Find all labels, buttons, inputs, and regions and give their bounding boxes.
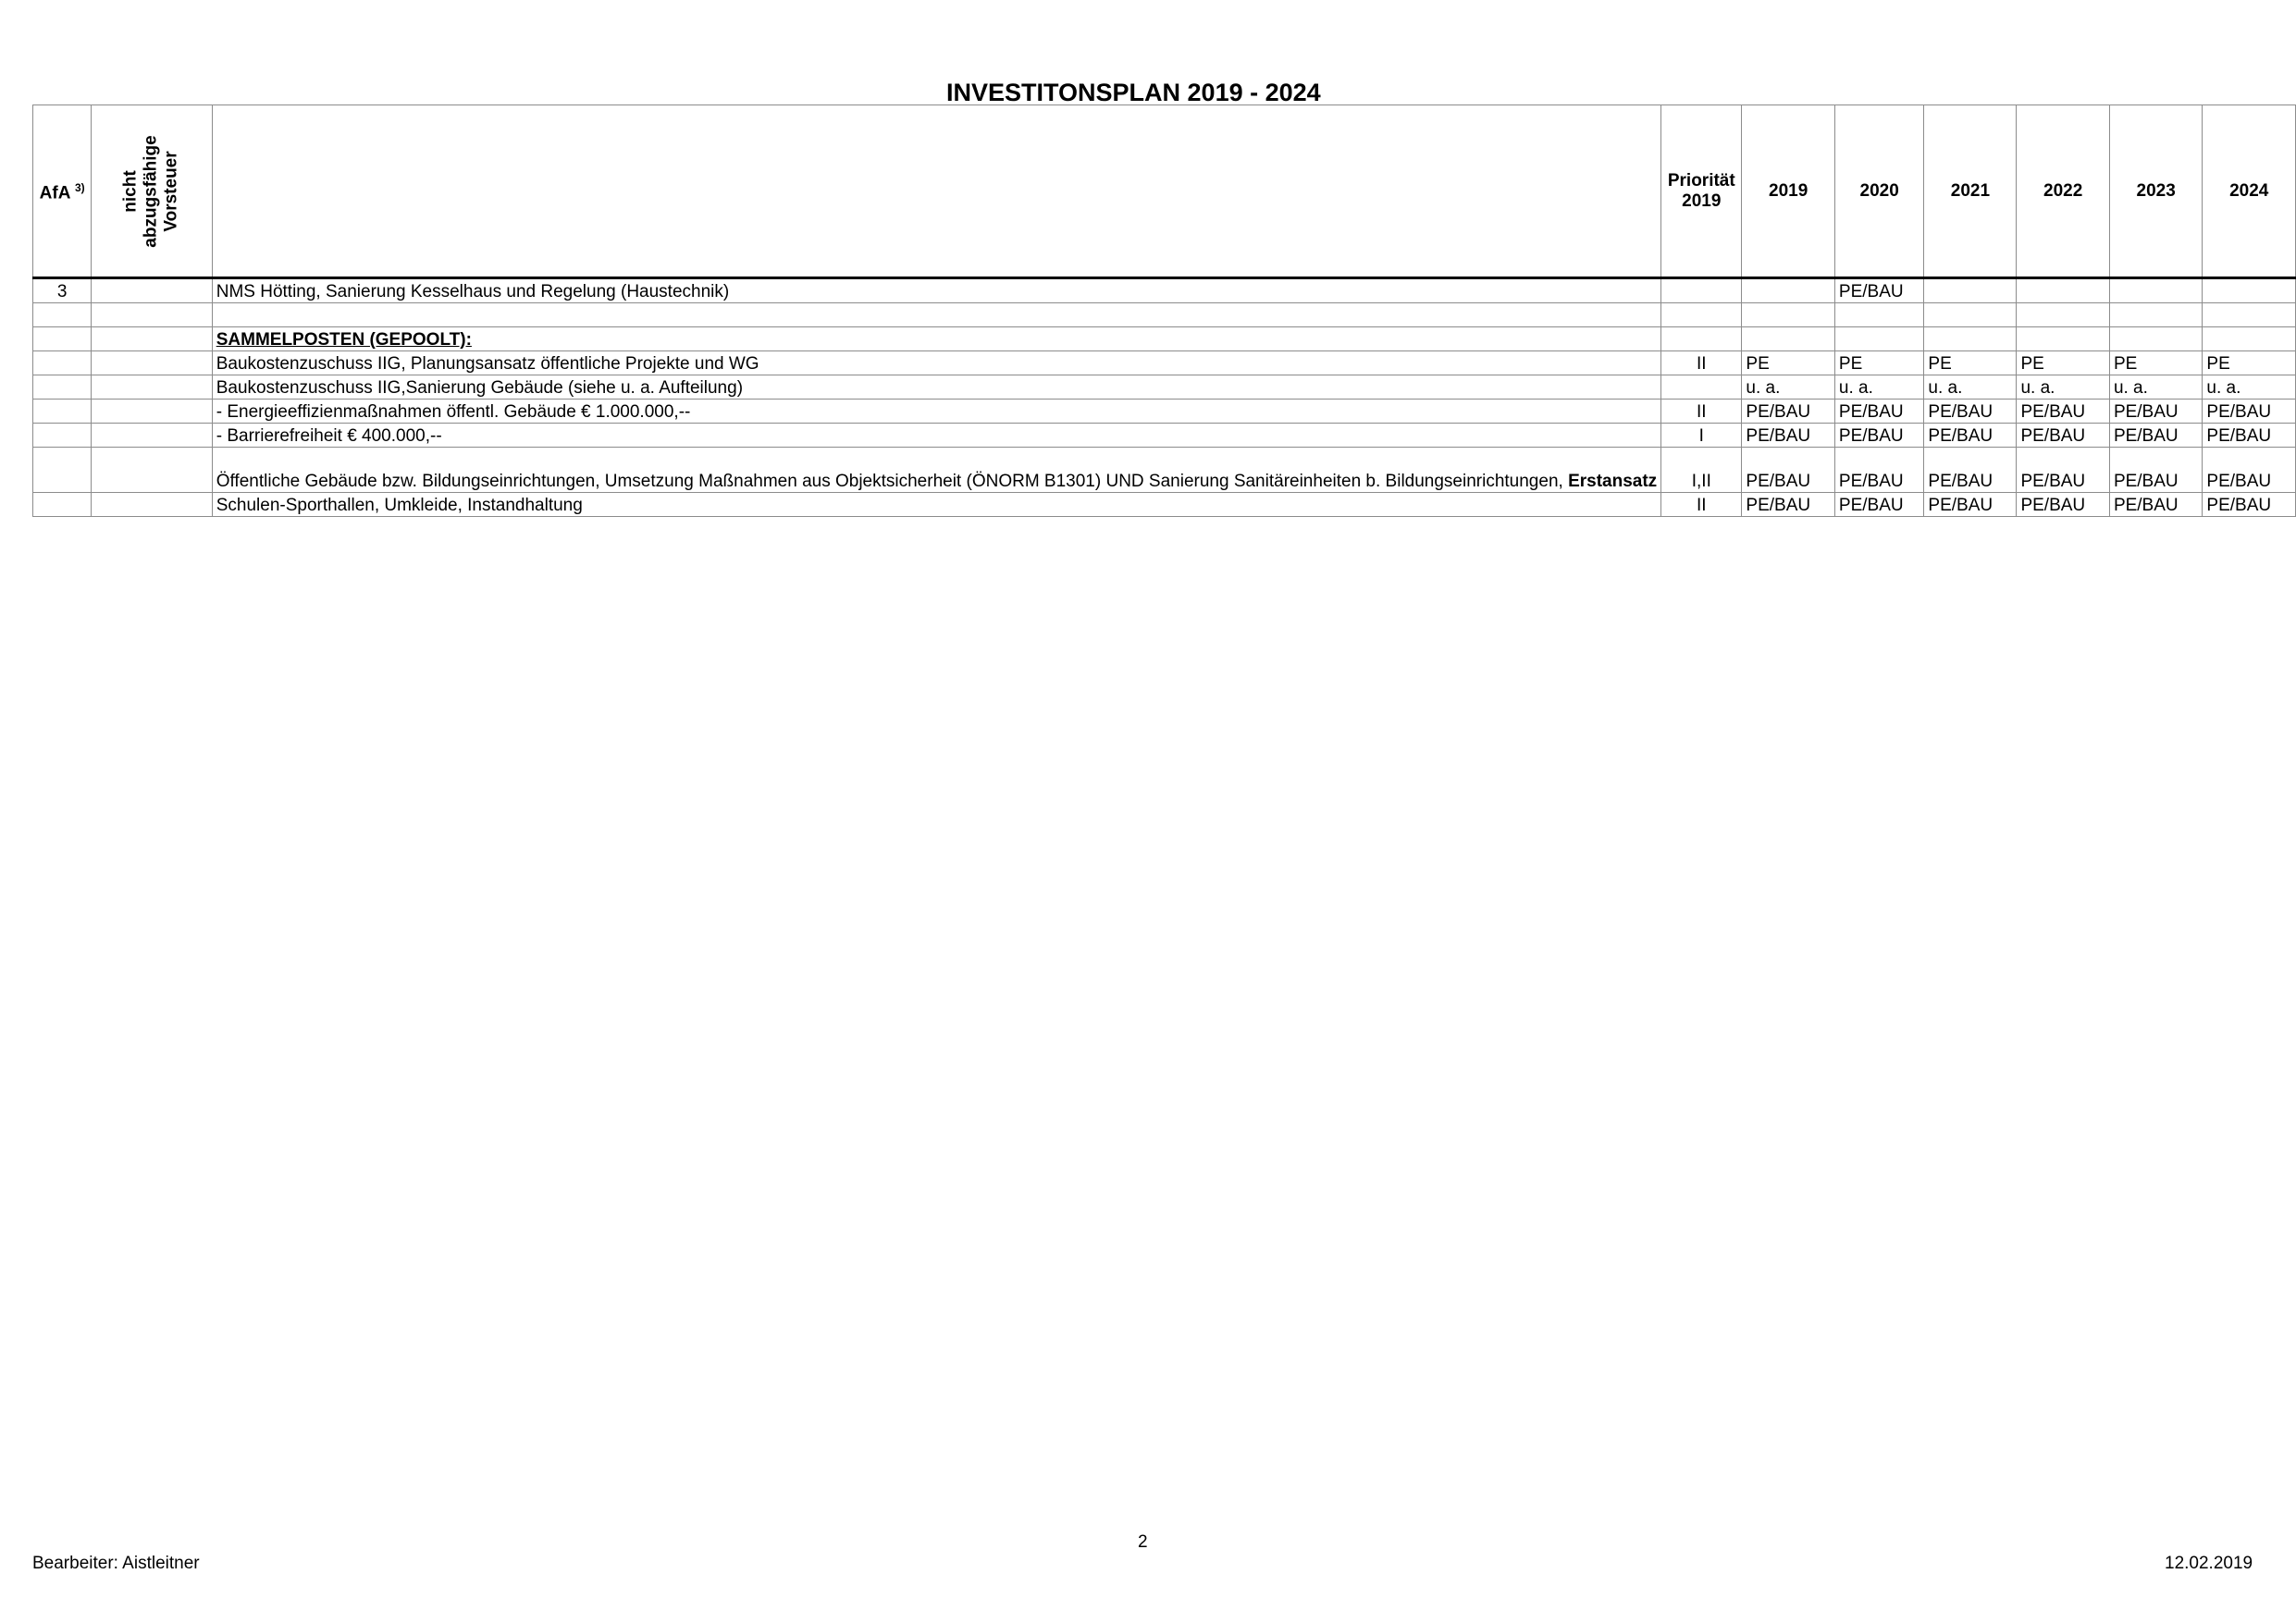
table-row	[33, 448, 2296, 493]
description-bold-text: Erstansatz	[1568, 472, 1658, 491]
cell-prioritaet	[1661, 375, 1742, 400]
table-row	[33, 351, 2296, 375]
header-year-2021: 2021	[1924, 105, 2017, 278]
cell-2024: u. a.	[2203, 375, 2296, 400]
cell-vorsteuer	[92, 303, 212, 327]
cell-afa	[33, 424, 92, 448]
cell-afa	[33, 400, 92, 424]
table-row	[33, 278, 2296, 303]
cell-2020: PE/BAU	[1834, 424, 1924, 448]
section-heading: SAMMELPOSTEN (GEPOOLT):	[216, 330, 472, 350]
cell-prioritaet: II	[1661, 493, 1742, 517]
cell-vorsteuer	[92, 493, 212, 517]
cell-2024: PE/BAU	[2203, 493, 2296, 517]
cell-2020: PE/BAU	[1834, 493, 1924, 517]
cell-vorsteuer	[92, 448, 212, 493]
cell-2022: PE	[2017, 351, 2109, 375]
editor-label: Bearbeiter: Aistleitner	[32, 1554, 200, 1573]
cell-afa	[33, 493, 92, 517]
cell-prioritaet: I	[1661, 424, 1742, 448]
cell-2021: PE/BAU	[1924, 424, 2017, 448]
cell-2023	[2109, 327, 2202, 351]
cell-2019: u. a.	[1742, 375, 1834, 400]
cell-2020: PE/BAU	[1834, 400, 1924, 424]
header-year-2024: 2024	[2203, 105, 2296, 278]
cell-2019	[1742, 303, 1834, 327]
cell-2020	[1834, 327, 1924, 351]
cell-2023: PE/BAU	[2109, 448, 2202, 493]
table-row	[33, 327, 2296, 351]
cell-2022: PE/BAU	[2017, 448, 2109, 493]
cell-description: Baukostenzuschuss IIG,Sanierung Gebäude (siehe u. a. Aufteilung)	[212, 375, 1660, 400]
header-year-2022: 2022	[2017, 105, 2109, 278]
cell-afa	[33, 303, 92, 327]
header-row	[33, 105, 2296, 278]
cell-afa	[33, 375, 92, 400]
cell-afa	[33, 327, 92, 351]
cell-2020: PE	[1834, 351, 1924, 375]
header-year-2020: 2020	[1834, 105, 1924, 278]
cell-2023: PE/BAU	[2109, 424, 2202, 448]
cell-description	[212, 448, 1660, 493]
cell-2022	[2017, 327, 2109, 351]
cell-2023: PE/BAU	[2109, 493, 2202, 517]
cell-2022	[2017, 278, 2109, 303]
header-vorsteuer: nicht abzugsfähige Vorsteuer	[92, 105, 212, 278]
cell-prioritaet	[1661, 278, 1742, 303]
cell-2022: PE/BAU	[2017, 493, 2109, 517]
cell-2021: PE/BAU	[1924, 400, 2017, 424]
cell-description	[212, 303, 1660, 327]
cell-prioritaet: I,II	[1661, 448, 1742, 493]
cell-2023	[2109, 303, 2202, 327]
header-year-2023: 2023	[2109, 105, 2202, 278]
table-row	[33, 303, 2296, 327]
cell-2024: PE/BAU	[2203, 448, 2296, 493]
cell-2019	[1742, 327, 1834, 351]
cell-description: - Energieeffizienmaßnahmen öffentl. Gebäude € 1.000.000,--	[212, 400, 1660, 424]
cell-2019: PE	[1742, 351, 1834, 375]
investment-plan-table	[32, 105, 2296, 517]
cell-description: Schulen-Sporthallen, Umkleide, Instandhaltung	[212, 493, 1660, 517]
cell-2020	[1834, 303, 1924, 327]
cell-2024	[2203, 278, 2296, 303]
cell-2019: PE/BAU	[1742, 448, 1834, 493]
page-title: INVESTITONSPLAN 2019 - 2024	[946, 79, 1321, 106]
cell-vorsteuer	[92, 278, 212, 303]
cell-vorsteuer	[92, 424, 212, 448]
cell-2019: PE/BAU	[1742, 424, 1834, 448]
cell-afa	[33, 448, 92, 493]
cell-vorsteuer	[92, 400, 212, 424]
cell-2021	[1924, 278, 2017, 303]
cell-2019: PE/BAU	[1742, 493, 1834, 517]
cell-2019: PE/BAU	[1742, 400, 1834, 424]
cell-2023	[2109, 278, 2202, 303]
cell-prioritaet: II	[1661, 351, 1742, 375]
cell-prioritaet	[1661, 303, 1742, 327]
cell-2022: PE/BAU	[2017, 400, 2109, 424]
cell-2022: PE/BAU	[2017, 424, 2109, 448]
cell-description	[212, 327, 1660, 351]
header-description	[212, 105, 1660, 278]
header-year-2019: 2019	[1742, 105, 1834, 278]
cell-prioritaet	[1661, 327, 1742, 351]
cell-2021: PE/BAU	[1924, 493, 2017, 517]
cell-2021: PE/BAU	[1924, 448, 2017, 493]
table-row	[33, 493, 2296, 517]
cell-2020: PE/BAU	[1834, 448, 1924, 493]
cell-vorsteuer	[92, 375, 212, 400]
cell-vorsteuer	[92, 327, 212, 351]
page-number: 2	[1138, 1532, 1148, 1552]
table-row	[33, 424, 2296, 448]
header-afa: AfA $^{3)}$	[33, 105, 92, 278]
cell-2024: PE	[2203, 351, 2296, 375]
description-text: Öffentliche Gebäude bzw. Bildungseinrichtungen, Umsetzung Maßnahmen aus Objektsicherheit (ÖNORM B1301) UND Sanierung Sanitäreinheiten b. Bildungseinrichtungen,	[216, 472, 1563, 491]
cell-2019	[1742, 278, 1834, 303]
cell-2020: PE/BAU	[1834, 278, 1924, 303]
header-prioritaet: Priorität 2019	[1661, 105, 1742, 278]
cell-afa: 3	[33, 278, 92, 303]
cell-afa	[33, 351, 92, 375]
cell-vorsteuer	[92, 351, 212, 375]
cell-2024: PE/BAU	[2203, 400, 2296, 424]
cell-2021	[1924, 327, 2017, 351]
cell-description: NMS Hötting, Sanierung Kesselhaus und Regelung (Haustechnik)	[212, 278, 1660, 303]
cell-2021: u. a.	[1924, 375, 2017, 400]
cell-2024	[2203, 303, 2296, 327]
cell-2023: PE/BAU	[2109, 400, 2202, 424]
table-row	[33, 375, 2296, 400]
table-row	[33, 400, 2296, 424]
cell-2021: PE	[1924, 351, 2017, 375]
cell-2023: PE	[2109, 351, 2202, 375]
cell-description: - Barrierefreiheit € 400.000,--	[212, 424, 1660, 448]
cell-2023: u. a.	[2109, 375, 2202, 400]
cell-2020: u. a.	[1834, 375, 1924, 400]
cell-2022: u. a.	[2017, 375, 2109, 400]
cell-2024	[2203, 327, 2296, 351]
cell-description: Baukostenzuschuss IIG, Planungsansatz öffentliche Projekte und WG	[212, 351, 1660, 375]
document-date: 12.02.2019	[2165, 1554, 2253, 1573]
cell-prioritaet: II	[1661, 400, 1742, 424]
cell-2022	[2017, 303, 2109, 327]
cell-2024: PE/BAU	[2203, 424, 2296, 448]
cell-2021	[1924, 303, 2017, 327]
